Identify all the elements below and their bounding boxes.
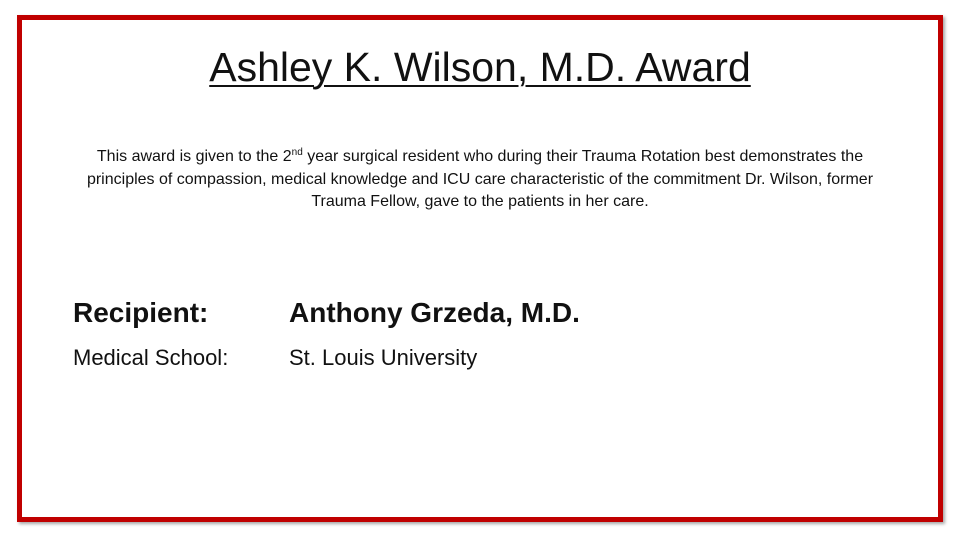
recipient-row: [73, 293, 580, 333]
medical-school-name: St. Louis University: [289, 345, 478, 370]
recipient-name: Anthony Grzeda, M.D.: [289, 297, 580, 328]
medical-school-label: Medical School:: [73, 345, 229, 370]
award-description: [70, 146, 890, 214]
medical-school-row: [73, 342, 477, 374]
description-text-start: This award is given to the 2: [96, 148, 292, 165]
recipient-label: Recipient:: [73, 297, 209, 328]
award-title: Ashley K. Wilson, M.D. Award: [209, 44, 751, 90]
description-text-end: year surgical resident who during their Trauma Rotation best demonstrates the principles of compassion, medical knowledge and ICU care characteristic of the commitment Dr. Wilson, former Trauma Fellow, gave to the patients in her care.: [86, 148, 874, 210]
ordinal-suffix: nd: [291, 147, 303, 158]
